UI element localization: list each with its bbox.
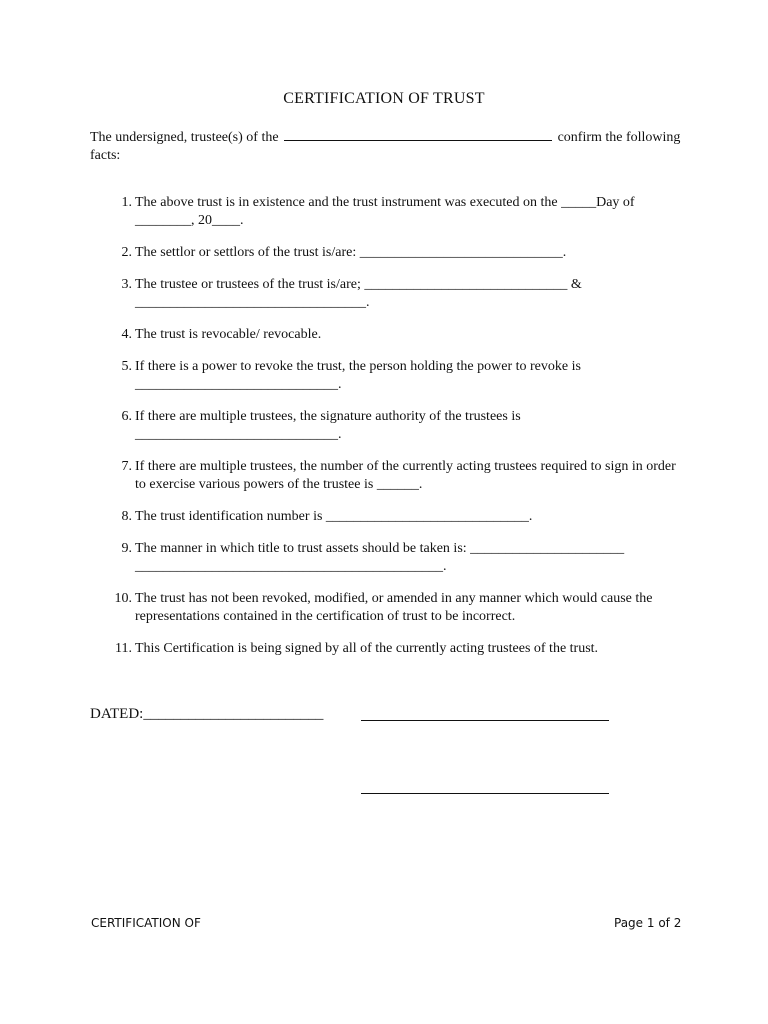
list-item: [106, 408, 686, 444]
item-text: If there is a power to revoke the trust, the person holding the power to revoke is _____________________________.: [135, 359, 581, 392]
page-number: Page 1 of 2: [614, 916, 682, 930]
item-text: The trust is revocable/ revocable.: [135, 327, 322, 342]
document-title: CERTIFICATION OF TRUST: [283, 90, 485, 107]
list-item: [106, 358, 686, 394]
footer-title: CERTIFICATION OF: [91, 916, 201, 930]
intro-text-before: The undersigned, trustee(s) of the: [90, 130, 279, 145]
list-item: [106, 276, 686, 312]
item-number: 7.: [121, 459, 132, 474]
intro-text-after: confirm the following facts:: [90, 130, 681, 163]
list-item: [106, 194, 686, 230]
item-text: The trust has not been revoked, modified, or amended in any manner which would cause the representations contained in the certification of trust to be incorrect.: [135, 591, 653, 624]
item-text: The settlor or settlors of the trust is/are: _____________________________.: [135, 245, 567, 260]
item-number: 11.: [115, 641, 132, 656]
item-text: The manner in which title to trust assets should be taken is: ______________________ ____________________________________________.: [135, 541, 625, 574]
item-text: The trustee or trustees of the trust is/are; _____________________________ & _________________________________.: [135, 277, 582, 310]
dated-field[interactable]: DATED:________________________: [90, 706, 324, 722]
item-number: 10.: [114, 591, 132, 606]
item-number: 4.: [121, 327, 132, 342]
item-text: If there are multiple trustees, the number of the currently acting trustees required to sign in order to exercise various powers of the trustee is ______.: [135, 459, 676, 492]
item-number: 3.: [121, 277, 132, 292]
facts-list: [106, 194, 686, 672]
list-item: [106, 540, 686, 576]
item-number: 1.: [121, 195, 132, 210]
item-number: 2.: [121, 245, 132, 260]
list-item: [106, 326, 686, 344]
item-text: The trust identification number is _____________________________.: [135, 509, 533, 524]
list-item: [106, 640, 686, 658]
list-item: [106, 244, 686, 262]
item-number: 8.: [121, 509, 132, 524]
item-number: 5.: [121, 359, 132, 374]
intro-paragraph: [90, 128, 690, 165]
item-text: If there are multiple trustees, the signature authority of the trustees is _____________________________.: [135, 409, 521, 442]
list-item: [106, 458, 686, 494]
signature-line-2[interactable]: [361, 793, 609, 794]
signature-line-1[interactable]: [361, 720, 609, 721]
item-text: The above trust is in existence and the trust instrument was executed on the _____Day of ________, 20____.: [135, 195, 635, 228]
trust-name-blank[interactable]: [284, 128, 552, 141]
item-number: 6.: [121, 409, 132, 424]
item-number: 9.: [121, 541, 132, 556]
item-text: This Certification is being signed by all of the currently acting trustees of the trust.: [135, 641, 599, 656]
list-item: [106, 508, 686, 526]
list-item: [106, 590, 686, 626]
